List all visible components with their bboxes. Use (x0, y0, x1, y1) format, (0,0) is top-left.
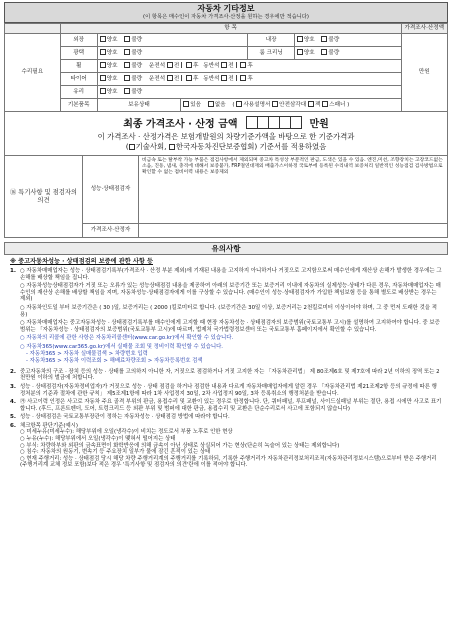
other-info-subtitle: (이 항목은 매수인이 자동차 가격조사·산정을 원하는 경우에만 적습니다) (143, 14, 309, 20)
wheel-passenger-front-checkbox[interactable] (221, 62, 227, 68)
note-item-1: 1. ○ 자동차매매업자는 성능 · 상태점검기록부(가격조사 · 산정 부분 제외)에 기재된 내용을 고지하지 아니하거나 거짓으로 고지함으로써 매수인에게 재산상 손해가 발생한 경우에는 그 손해를 배상할 책임을 집니다. ○ 자동차성능상태점검자가 거짓 또는 오류가 있는 성능상태점검 내용을 제공하여 아래의 보증기간 또는 보증거리 이내에 자동차의 실제성능·상태가 다른 경우, 자동차매매업자는 매수인의 재산상 손해를 배상할 책임을 지며, 자동차성능·상태점검자에게 이를 구상할 수 있습니다. (매수인이 성능·상태점검자가 가입한 책임보험 등을 통해 별도로 배상받는 경우는 제외) ○ 자동차인도일 부터 보증기간은 ( 30 )일, 보증거리는 ( 2000 )킬로미터로 합니다. (보증기간은 30일 이상, 보증거리는 2천킬로미터 이상이어야 하며, 그 중 먼저 도래한 것을 적용) ○ 자동차매매업자는 중고자동차성능 · 상태점검기록부를 매수인에게 고지할 때 현장 자동차성능 · 상태점검자의 보증범위(국토교통부 고시)를 설명하여 고지하여야 합니다. 중 보증범위는 「자동차성능 · 상태점검자의 보증범위(국토교통부 고시)에 따르며, 법제처 국가법령정보센터 또는 국토교통부 홈페이지에서 확인할 수 있습니다. ○ 자동차의 리콜에 관한 사항은 자동차리콜센터(www.car.go.kr)에서 확인할 수 있습니다. ○ 자동차365(www.car365.go.kr)에서 실매물 조회 및 정비이력 확인할 수 있습니다. - 자동차365 > 자동차 실매물검색 > 차량번호 입력 - 자동차365 > 자동차 이력조회 > 해배료차량조회 > 자동차등록번호 검색 (10, 268, 442, 365)
tire-label: 타이어 (60, 73, 97, 86)
car365-link[interactable]: 자동차365(www.car365.go.kr)에서 실매물 조회 및 정비이력 확인할 수 있습니다. (26, 343, 224, 350)
price-inspector-label: 가격조사·산정자 (83, 224, 139, 238)
tire-passenger-front-checkbox[interactable] (221, 75, 227, 81)
tire-bad-checkbox[interactable] (124, 75, 130, 81)
perf-inspector-opinion: 비금속 또는 탈부착 가능 부품은 점검사항에서 제외되며 중고차 특성상 부분적인 판금, 도색은 있을 수 있음. 엔진,미션, 조향장치는 고장코드없는 소음, 진동, 냄새, 충격에 대해서 보증불가, FRP절연대재외 배출가스이하정 국토부에 등록된 수리내역 보증처리 일반적인 성능점검 검사방법으로 확인할 수 없는 점비이력 내용은 보증제외 (139, 156, 448, 224)
notes-section (4, 255, 448, 474)
wheel-label: 휠 (60, 60, 97, 73)
interior-bad-checkbox[interactable] (321, 36, 327, 42)
owned-label: 보유상태 (97, 99, 180, 112)
note-item-5: 5. 성능 · 상태점검은 국토교통부장관이 정하는 자동차성능 · 상태점검 방법에 따라야 합니다. (10, 414, 230, 421)
interior-good-checkbox[interactable] (297, 36, 303, 42)
wheel-bad-checkbox[interactable] (124, 62, 130, 68)
exterior-bad-checkbox[interactable] (124, 36, 130, 42)
tire-driver-rear-checkbox[interactable] (186, 75, 192, 81)
row-tire (5, 73, 448, 86)
final-basis-text-2: ( 기술사회, 한국자동차진단보증협회) 기준서를 적용하였음 (125, 142, 327, 151)
glass-good-checkbox[interactable] (100, 88, 106, 94)
col-item-header: 항 목 (60, 24, 401, 34)
wheel-passenger-rear-checkbox[interactable] (240, 62, 246, 68)
owned-yes-checkbox[interactable] (183, 101, 189, 107)
interior-label: 내장 (248, 34, 294, 47)
cleaning-options: 양호 불량 (294, 47, 401, 60)
price-inspector-opinion[interactable] (139, 224, 448, 238)
wheel-options: 양호 불량 운전석 전 후 동반석 전 후 (97, 60, 401, 73)
tire-options: 양호 불량 운전석 전 후 동반석 전 후 (97, 73, 401, 86)
glass-label: 유리 (60, 86, 97, 99)
tire-driver-front-checkbox[interactable] (167, 75, 173, 81)
wheel-driver-front-checkbox[interactable] (167, 62, 173, 68)
spanner-checkbox[interactable] (322, 101, 328, 107)
final-price-section (4, 112, 448, 155)
price-unit: 만원 (401, 34, 447, 112)
owned-no-checkbox[interactable] (208, 101, 214, 107)
glass-bad-checkbox[interactable] (124, 88, 130, 94)
owned-options: 있음 없음 ( 사용설명서 안전삼각대 잭 스패너 ) (181, 99, 448, 112)
note-item-3: 3. 성능 · 상태점검자(자동차정비업자)가 거짓으로 성능 · 상태 점검을 하거나 점검한 내용과 다르게 자동차매매업자에게 알린 경우 「자동차관리법 제21조제2항 등의 규정에 따른 행정처분의 기준과 절차에 관한 규칙」 제5조제1항에 따라 1차 사업정지 30일, 2차 사업정지 90일, 3차 등록취소의 행정처분을 받습니다. (10, 383, 437, 397)
other-info-header (4, 2, 448, 23)
manual-checkbox[interactable] (236, 101, 242, 107)
opinion-table (4, 155, 448, 238)
perf-inspector-label: 성능·상태점검자 (83, 156, 139, 224)
note-item-2: 2. 중고자동차의 구조 · 장치 등의 성능 · 상태를 고의하지 아니한 자, 거짓으로 점검하거나 거짓 고지한 자는 「자동차관리법」 제 80조제6호 및 제7호에 따라 2년 이하의 징역 또는 2천만원 이하의 벌금에 처합니다. (10, 368, 440, 382)
final-price-unit: 만원 (309, 119, 329, 130)
notes-subheading: ※ 중고자동차성능 · 상태점검의 보증에 관한 사항 등 (10, 258, 153, 265)
gloss-options: 양호 불량 (97, 47, 248, 60)
grid-header-row (5, 24, 448, 34)
exterior-good-checkbox[interactable] (100, 36, 106, 42)
opinion-label: ⑯ 특기사항 및 점검자의 의견 (5, 156, 83, 238)
wheel-good-checkbox[interactable] (100, 62, 106, 68)
row-exterior (5, 34, 448, 47)
cat-repair-label: 수리필요 (5, 34, 61, 112)
notes-title: 유의사항 (4, 242, 448, 255)
other-info-grid (4, 23, 448, 112)
cleaning-good-checkbox[interactable] (297, 49, 303, 55)
cat-basic-label: 기본품목 (60, 99, 97, 112)
final-price-line (5, 116, 447, 132)
row-wheel (5, 60, 448, 73)
kadia-checkbox[interactable] (169, 144, 175, 150)
final-price-boxes[interactable] (247, 116, 302, 132)
wheel-driver-rear-checkbox[interactable] (186, 62, 192, 68)
jack-checkbox[interactable] (308, 101, 314, 107)
gloss-good-checkbox[interactable] (100, 49, 106, 55)
exterior-options: 양호 불량 (97, 34, 248, 47)
triangle-checkbox[interactable] (272, 101, 278, 107)
final-basis-text: 이 가격조사 · 산정가격은 보험개발원의 차량기준가액을 바탕으로 한 기준가격과 (97, 132, 355, 141)
tech-society-checkbox[interactable] (129, 144, 135, 150)
other-info-title: 자동차 기타정보 (197, 4, 255, 13)
row-gloss (5, 47, 448, 60)
note-item-6: 6. 체크항목 판단기준(예시) ○ 미세누유(미세누수): 해당부위에 오일(냉각수)이 비치는 정도로서 부품 노후로 인한 현상 ○ 누유(누수): 해당부위에서 오일(냉각수)이 맺혀서 떨어지는 상태 ○ 부식: 차량하부와 외판의 금속표면이 화학반응에 의해 금속이 아닌 상태로 상실되어 가는 현상(단순히 녹슬어 있는 상태는 제외합니다) ○ 침수: 자동차의 원동기, 변속기 등 주요장치 일부가 물에 잠긴 흔적이 있는 상태 ○ 현재 주행거리: 성능 · 상태점검 당시 해당 차량 주행거리계의 주행거리를 기록하되, 기록한 주행거리가 자동차관리정보처리조직(자동차관리정보시스템)으로부터 받은 주행거리(주행거리계 교체 정보 포함)보다 적은 경우 '특기사항 및 점검자의 의견'란에 이를 적어야 합니다. (10, 422, 437, 469)
interior-options: 양호 불량 (294, 34, 401, 47)
recall-center-link[interactable]: 자동차의 리콜에 관한 사항은 자동차리콜센터(www.car.go.kr)에서 확인할 수 있습니다. (26, 335, 234, 342)
note-item-4: 4. ㉮ 사고이력 인정은 사고로 자동차 주요 골격 부위의 판금, 용접수리 및 교환이 있는 경우로 한정합니다. 단, 쿼터패널, 루프패널, 사이드실패널 부위는 절단, 용접 시에만 사고로 표기합니다. (후드, 프론트펜더, 도어, 트렁크리드 등 외판 부위 및 범퍼에 대한 판금, 용접수리 및 교환은 단순수리로서 사고에 포함되지 않습니다) (10, 399, 442, 412)
row-basic-items (5, 99, 448, 112)
exterior-label: 외장 (60, 34, 97, 47)
final-price-label: 최종 가격조사 · 산정 금액 (123, 119, 238, 130)
col-price-header: 가격조사·산정액 (401, 24, 447, 34)
cleaning-label: 룸 크리닝 (248, 47, 294, 60)
tire-passenger-rear-checkbox[interactable] (240, 75, 246, 81)
gloss-bad-checkbox[interactable] (124, 49, 130, 55)
row-glass (5, 86, 448, 99)
tire-good-checkbox[interactable] (100, 75, 106, 81)
glass-options: 양호 불량 (97, 86, 401, 99)
gloss-label: 광택 (60, 47, 97, 60)
cleaning-bad-checkbox[interactable] (321, 49, 327, 55)
